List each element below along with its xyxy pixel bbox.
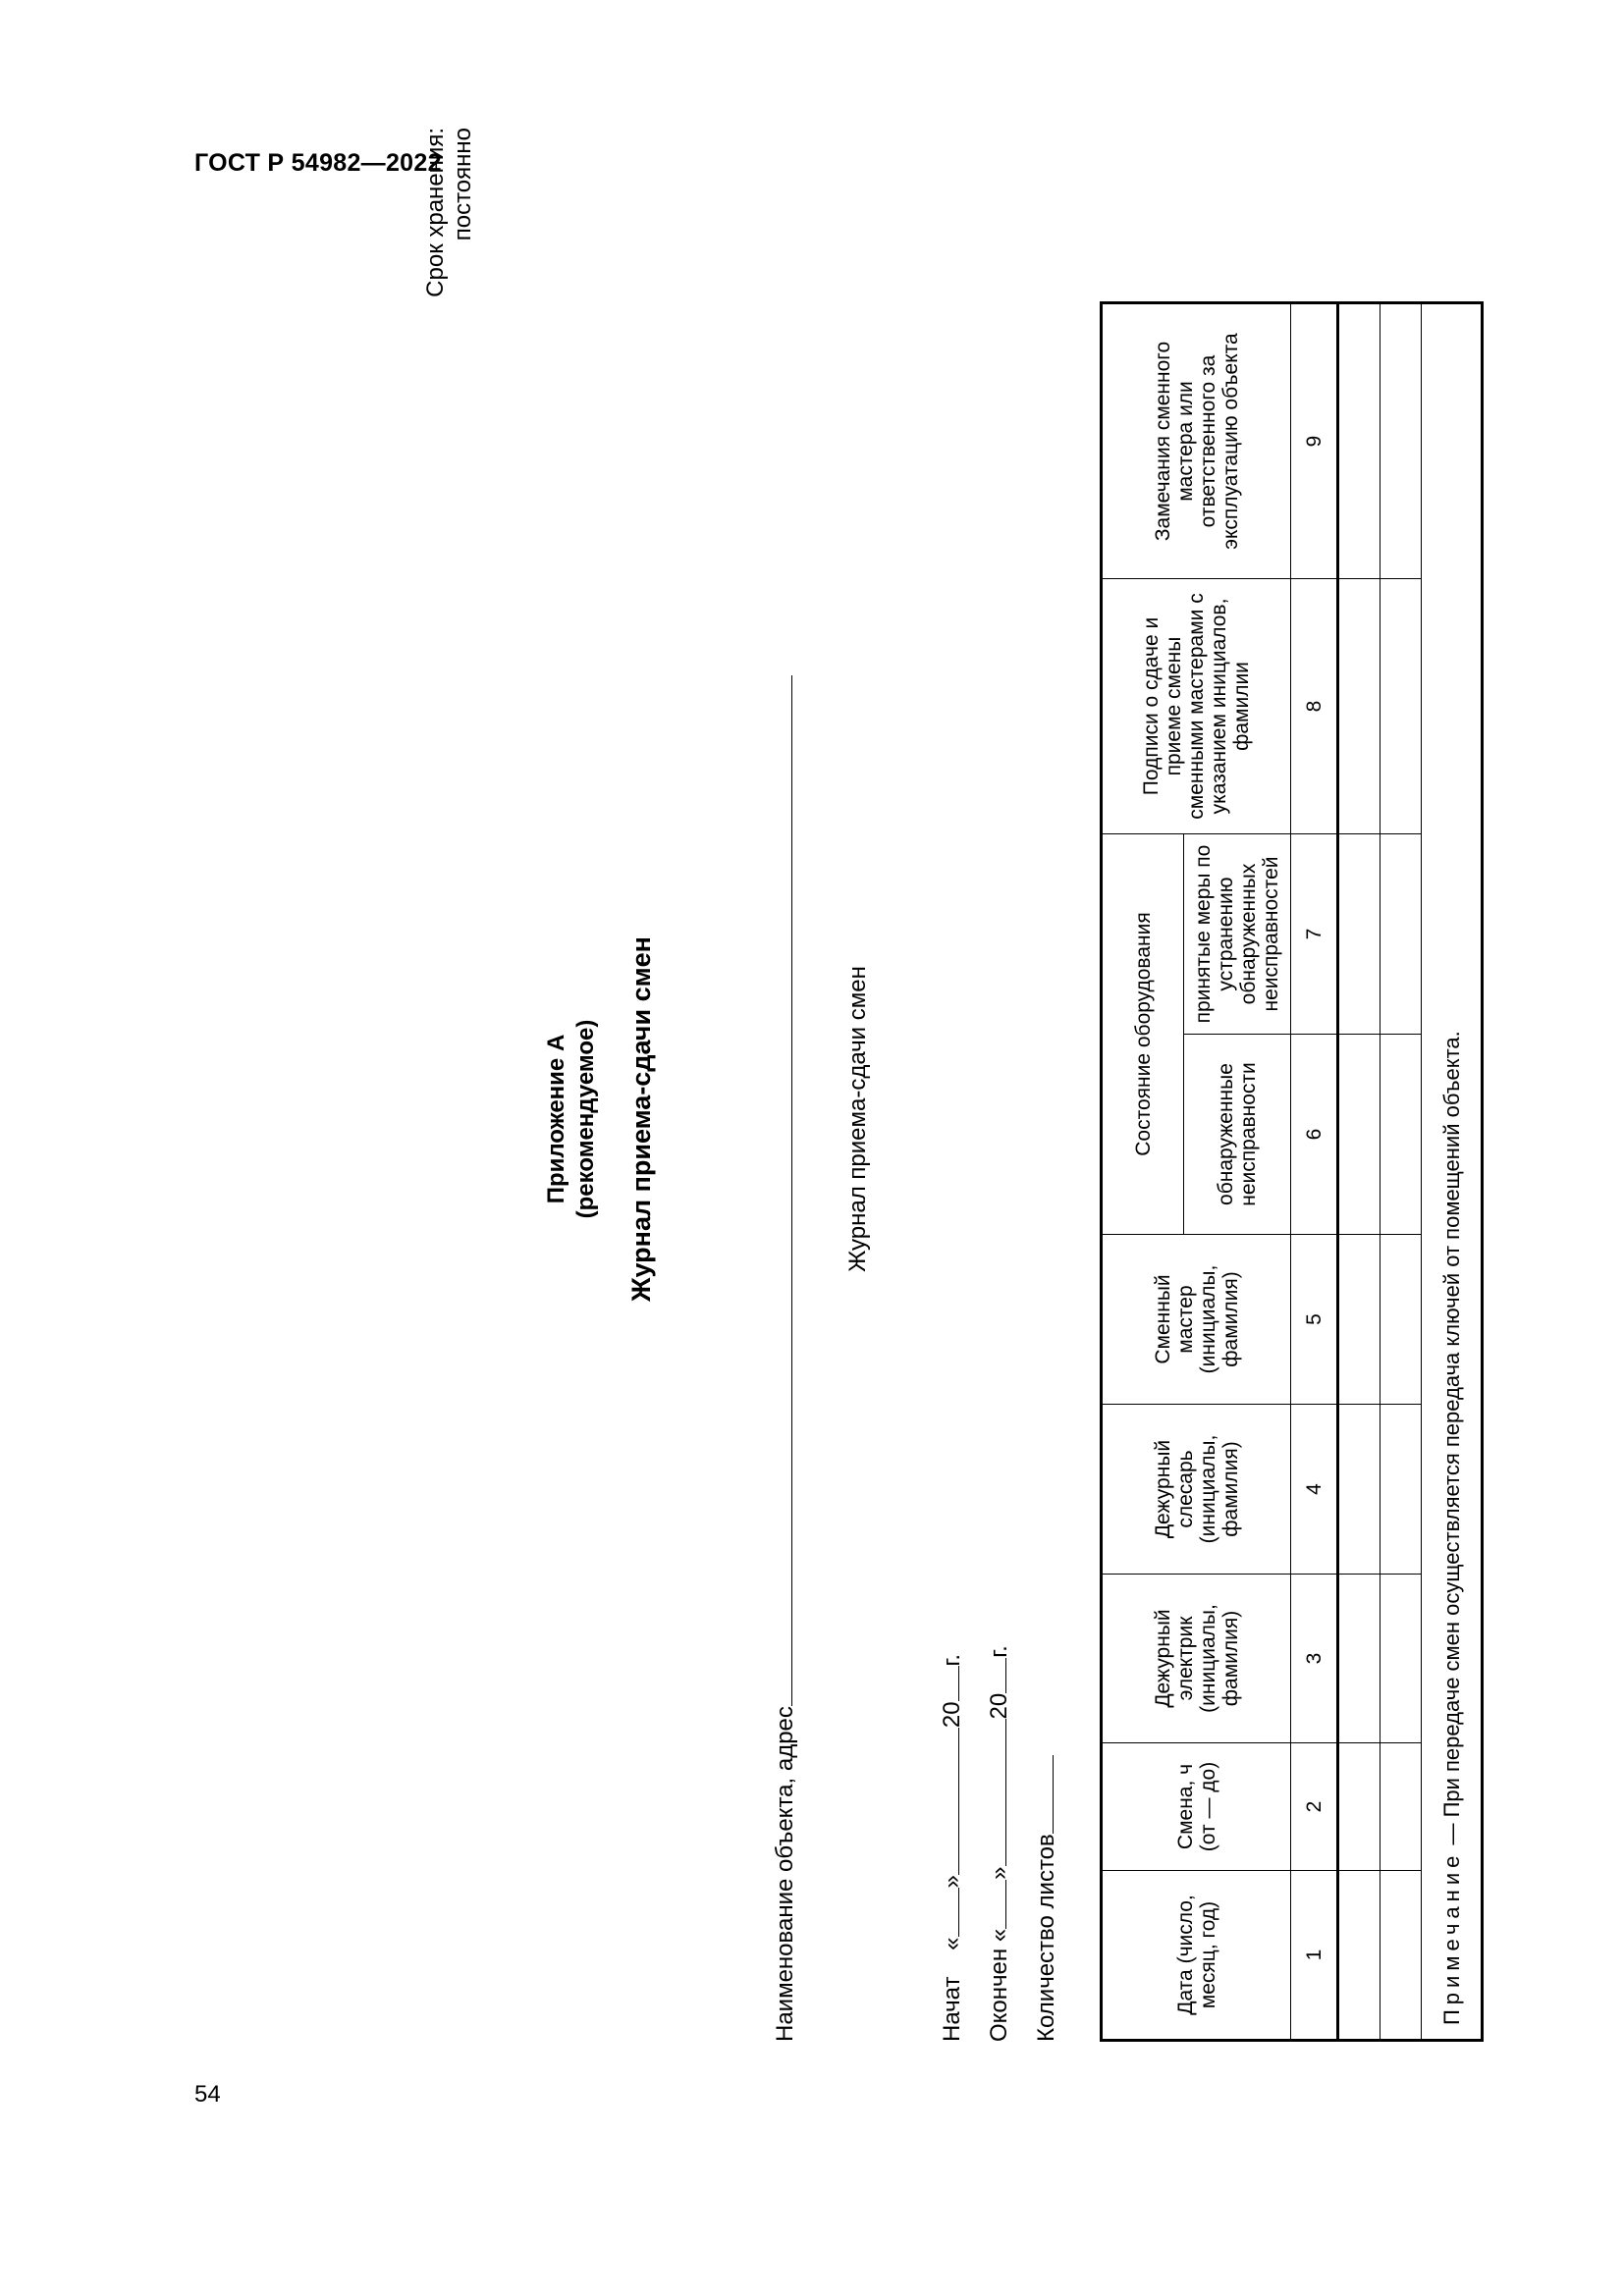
header-shift: Смена, ч (от — до) <box>1102 1743 1291 1871</box>
empty-cell <box>1338 1235 1380 1405</box>
note-text: — При передаче смен осуществляется передача ключей от помещений объекта. <box>1438 1031 1464 1851</box>
empty-cell <box>1380 1871 1422 2041</box>
column-number: 9 <box>1291 303 1338 579</box>
header-signatures: Подписи о сдаче и приеме смены сменными мастерами с указанием инициалов, фамилии <box>1102 579 1291 834</box>
journal-label: Журнал приема-сдачи смен <box>844 966 871 1272</box>
storage-value: постоянно <box>450 128 476 241</box>
started-year-blank <box>935 1666 959 1701</box>
header-shift-master: Сменный мастер (инициалы, фамилия) <box>1102 1235 1291 1405</box>
started-year-prefix: 20 <box>939 1701 965 1729</box>
started-close-quote: » <box>939 1875 965 1889</box>
header-equipment-state: Состояние оборудования <box>1102 834 1184 1235</box>
storage-label: Срок хранения: <box>422 128 449 297</box>
object-name-label: Наименование объекта, адрес <box>772 1706 798 2042</box>
sheet-count-line <box>1029 1755 1060 2042</box>
appendix-title: Приложение А <box>543 1034 569 1204</box>
started-open-quote: « <box>939 1937 965 1950</box>
finished-close-quote: » <box>986 1866 1012 1880</box>
column-number: 8 <box>1291 579 1338 834</box>
column-number: 1 <box>1291 1871 1338 2041</box>
finished-year-blank <box>982 1658 1006 1693</box>
empty-cell <box>1338 1575 1380 1743</box>
empty-cell <box>1380 303 1422 579</box>
empty-cell <box>1380 1575 1422 1743</box>
empty-row <box>1338 303 1380 2041</box>
empty-cell <box>1380 1235 1422 1405</box>
journal-table-wrapper <box>1100 301 1484 2042</box>
page-number: 54 <box>194 2081 221 2108</box>
finished-line <box>982 1645 1013 2042</box>
empty-cell <box>1338 1871 1380 2041</box>
storage-period <box>422 128 477 461</box>
column-number-row <box>1291 303 1338 2041</box>
started-month-blank <box>935 1728 959 1875</box>
started-day-blank <box>935 1889 959 1938</box>
column-number: 6 <box>1291 1035 1338 1235</box>
empty-row <box>1380 303 1422 2041</box>
column-number: 5 <box>1291 1235 1338 1405</box>
empty-cell <box>1338 303 1380 579</box>
empty-cell <box>1338 1035 1380 1235</box>
header-detected-faults: обнаруженные неисправности <box>1184 1035 1291 1235</box>
finished-day-blank <box>982 1880 1006 1929</box>
appendix-heading <box>542 118 601 2120</box>
column-number: 7 <box>1291 834 1338 1035</box>
empty-cell <box>1380 834 1422 1035</box>
column-number: 3 <box>1291 1575 1338 1743</box>
finished-year-prefix: 20 <box>986 1692 1012 1720</box>
finished-label: Окончен <box>986 1948 1012 2042</box>
empty-cell <box>1380 579 1422 834</box>
header-remarks: Замечания сменного мастера или ответственного за эксплуатацию объекта <box>1102 303 1291 579</box>
started-label: Начат <box>939 1976 965 2042</box>
finished-open-quote: « <box>986 1928 1012 1943</box>
rotated-form-content <box>373 118 1464 2120</box>
object-name-blank <box>766 675 792 1706</box>
header-measures-taken: принятые меры по устранению обнаруженных неисправностей <box>1184 834 1291 1035</box>
standard-code: ГОСТ Р 54982—2022 <box>194 149 442 177</box>
finished-year-suffix: г. <box>986 1645 1012 1658</box>
column-number: 2 <box>1291 1743 1338 1871</box>
note-row <box>1422 303 1483 2041</box>
empty-cell <box>1338 1743 1380 1871</box>
header-locksmith: Дежурный слесарь (инициалы, фамилия) <box>1102 1405 1291 1575</box>
finished-month-blank <box>982 1719 1006 1866</box>
header-electrician: Дежурный электрик (инициалы, фамилия) <box>1102 1575 1291 1743</box>
started-year-suffix: г. <box>939 1653 965 1667</box>
note-cell <box>1422 303 1483 2041</box>
empty-cell <box>1380 1035 1422 1235</box>
appendix-subtitle: (рекомендуемое) <box>572 1019 599 1219</box>
journal-table <box>1100 301 1484 2042</box>
object-name-line <box>766 675 799 2042</box>
started-line <box>935 1654 966 2042</box>
empty-cell <box>1338 834 1380 1035</box>
note-label: Примечание <box>1438 1850 1464 2025</box>
empty-cell <box>1380 1743 1422 1871</box>
column-number: 4 <box>1291 1405 1338 1575</box>
sheet-count-label: Количество листов <box>1033 1834 1059 2042</box>
journal-title: Журнал приема-сдачи смен <box>626 936 656 1302</box>
empty-cell <box>1338 579 1380 834</box>
table-header-row <box>1102 303 1184 2041</box>
empty-cell <box>1338 1405 1380 1575</box>
sheet-count-blank <box>1029 1755 1054 1834</box>
header-date: Дата (число, месяц, год) <box>1102 1871 1291 2041</box>
empty-cell <box>1380 1405 1422 1575</box>
